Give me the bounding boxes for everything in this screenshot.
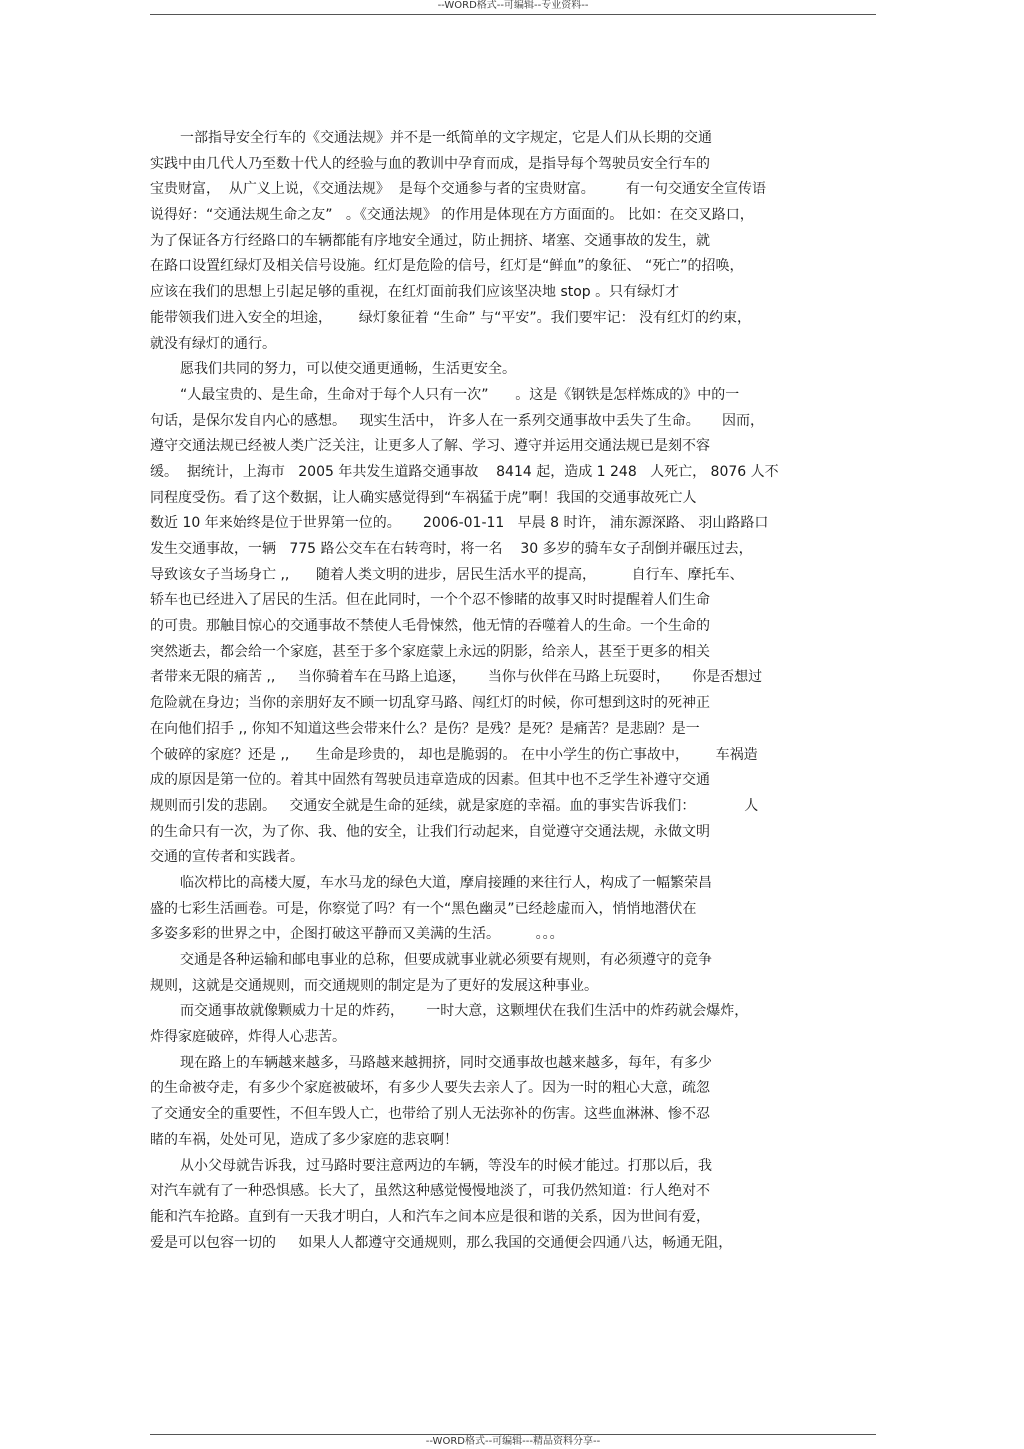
text-line: 缓。 据统计，上海市 2005 年共发生道路交通事故 8414 起，造成 1 248 人死亡， 8076 人不 <box>150 463 779 480</box>
text-line: 导致该女子当场身亡 ,, 随着人类文明的进步，居民生活水平的提高， 自行车、摩托车、 <box>150 566 744 583</box>
text-line: 一部指导安全行车的《交通法规》并不是一纸简单的文字规定，它是人们从长期的交通 <box>180 130 712 146</box>
text-line: 的可贵。那触目惊心的交通事故不禁使人毛骨悚然，他无情的吞噬着人的生命。一个生命的 <box>150 618 710 635</box>
text-line: 交通的宣传者和实践者。 <box>150 849 304 866</box>
text-line: 对汽车就有了一种恐惧感。长大了，虽然这种感觉慢慢地淡了，可我仍然知道：行人绝对不 <box>150 1183 710 1200</box>
text-line: 危险就在身边；当你的亲朋好友不顾一切乱穿马路、闯红灯的时候，你可想到这时的死神正 <box>150 695 710 712</box>
text-line: 应该在我们的思想上引起足够的重视，在红灯面前我们应该坚决地 stop 。只有绿灯才 <box>150 284 680 301</box>
text-line: “人最宝贵的、是生命，生命对于每个人只有一次” 。这是《钢铁是怎样炼成的》中的一 <box>180 386 740 403</box>
text-line: 发生交通事故，一辆 775 路公交车在右转弯时，将一名 30 多岁的骑车女子刮倒并碾压过去， <box>150 541 753 557</box>
page-footer: --WORD格式--可编辑---精品资料分享-- <box>150 1434 876 1449</box>
page-header: --WORD格式--可编辑--专业资料-- <box>150 0 876 15</box>
text-line: 从小父母就告诉我，过马路时要注意两边的车辆，等没车的时候才能过。打那以后，我 <box>180 1157 712 1174</box>
text-line: 能和汽车抢路。直到有一天我才明白，人和汽车之间本应是很和谐的关系，因为世间有爱， <box>150 1208 710 1225</box>
text-line: 规则，这就是交通规则，而交通规则的制定是为了更好的发展这种事业。 <box>150 977 598 994</box>
text-line: 规则而引发的悲剧。 交通安全就是生命的延续，就是家庭的幸福。血的事实告诉我们： 人 <box>150 797 759 814</box>
text-line: 实践中由几代人乃至数十代人的经验与血的教训中孕育而成，是指导每个驾驶员安全行车的 <box>150 155 710 172</box>
text-line: 盛的七彩生活画卷。可是，你察觉了吗？有一个“黑色幽灵”已经趁虚而入，悄悄地潜伏在 <box>150 900 697 917</box>
text-line: 轿车也已经进入了居民的生活。但在此同时，一个个忍不惨睹的故事又时时提醒着人们生命 <box>150 592 710 609</box>
text-line: 数近 10 年来始终是位于世界第一位的。 2006-01-11 早晨 8 时许， 浦东源深路、 羽山路路口 <box>150 515 769 532</box>
text-line: 现在路上的车辆越来越多，马路越来越拥挤，同时交通事故也越来越多，每年，有多少 <box>180 1054 712 1071</box>
text-line: 爱是可以包容一切的 如果人人都遵守交通规则，那么我国的交通便会四通八达，畅通无阻， <box>150 1234 733 1251</box>
text-line: 就没有绿灯的通行。 <box>150 335 276 352</box>
text-line: 在向他们招手 ,, 你知不知道这些会带来什么？是伤？是残？是死？是痛苦？是悲剧？是一 <box>150 720 700 737</box>
text-line: 个破碎的家庭？还是 ,, 生命是珍贵的， 却也是脆弱的。 在中小学生的伤亡事故中， 车祸造 <box>150 746 758 763</box>
text-line: 突然逝去，都会给一个家庭，甚至于多个家庭蒙上永远的阴影，给亲人，甚至于更多的相关 <box>150 643 710 660</box>
text-line: 在路口设置红绿灯及相关信号设施。红灯是危险的信号，红灯是“鲜血”的象征、 “死亡”的招唤， <box>150 258 744 275</box>
text-line: 炸得家庭破碎，炸得人心悲苦。 <box>150 1029 346 1046</box>
text-line: 说得好：“交通法规生命之友” 。《交通法规》 的作用是体现在方方面面的。 比如：在交叉路口， <box>150 207 754 224</box>
text-line: 多姿多彩的世界之中，企图打破这平静而又美满的生活。 。。。 <box>150 926 564 943</box>
text-line: 成的原因是第一位的。着其中固然有驾驶员违章造成的因素。但其中也不乏学生补遵守交通 <box>150 772 710 789</box>
text-line: 临次栉比的高楼大厦，车水马龙的绿色大道，摩肩接踵的来往行人，构成了一幅繁荣昌 <box>180 874 712 891</box>
text-line: 遵守交通法规已经被人类广泛关注，让更多人了解、学习、遵守并运用交通法规已是刻不容 <box>150 438 710 455</box>
text-line: 同程度受伤。看了这个数据，让人确实感觉得到“车祸猛于虎”啊！我国的交通事故死亡人 <box>150 489 697 506</box>
text-line: 愿我们共同的努力，可以使交通更通畅，生活更安全。 <box>180 361 516 378</box>
text-line: 的生命被夺走，有多少个家庭被破坏，有多少人要失去亲人了。因为一时的粗心大意，疏忽 <box>150 1080 710 1097</box>
text-line: 的生命只有一次，为了你、我、他的安全，让我们行动起来，自觉遵守交通法规，永做文明 <box>150 823 710 840</box>
text-line: 而交通事故就像颗威力十足的炸药， 一时大意，这颗埋伏在我们生活中的炸药就会爆炸， <box>180 1003 749 1020</box>
text-line: 交通是各种运输和邮电事业的总称，但要成就事业就必须要有规则，有必须遵守的竞争 <box>180 952 712 968</box>
text-line: 宝贵财富， 从广义上说，《交通法规》 是每个交通参与者的宝贵财富。 有一句交通安全宣传语 <box>150 181 766 198</box>
text-line: 能带领我们进入安全的坦途， 绿灯象征着 “生命” 与“平安”。我们要牢记： 没有红灯的约束， <box>150 309 752 326</box>
text-line: 为了保证各方行经路口的车辆都能有序地安全通过，防止拥挤、堵塞、交通事故的发生，就 <box>150 232 710 249</box>
document-body <box>150 126 880 1256</box>
text-line: 者带来无限的痛苦 ,, 当你骑着车在马路上追逐， 当你与伙伴在马路上玩耍时， 你是否想过 <box>150 669 763 686</box>
text-line: 句话，是保尔发自内心的感想。 现实生活中， 许多人在一系列交通事故中丢失了生命。 因而， <box>150 412 765 429</box>
text-line: 睹的车祸，处处可见，造成了多少家庭的悲哀啊！ <box>150 1131 458 1148</box>
text-line: 了交通安全的重要性，不但车毁人亡，也带给了别人无法弥补的伤害。这些血淋淋、惨不忍 <box>150 1106 710 1123</box>
